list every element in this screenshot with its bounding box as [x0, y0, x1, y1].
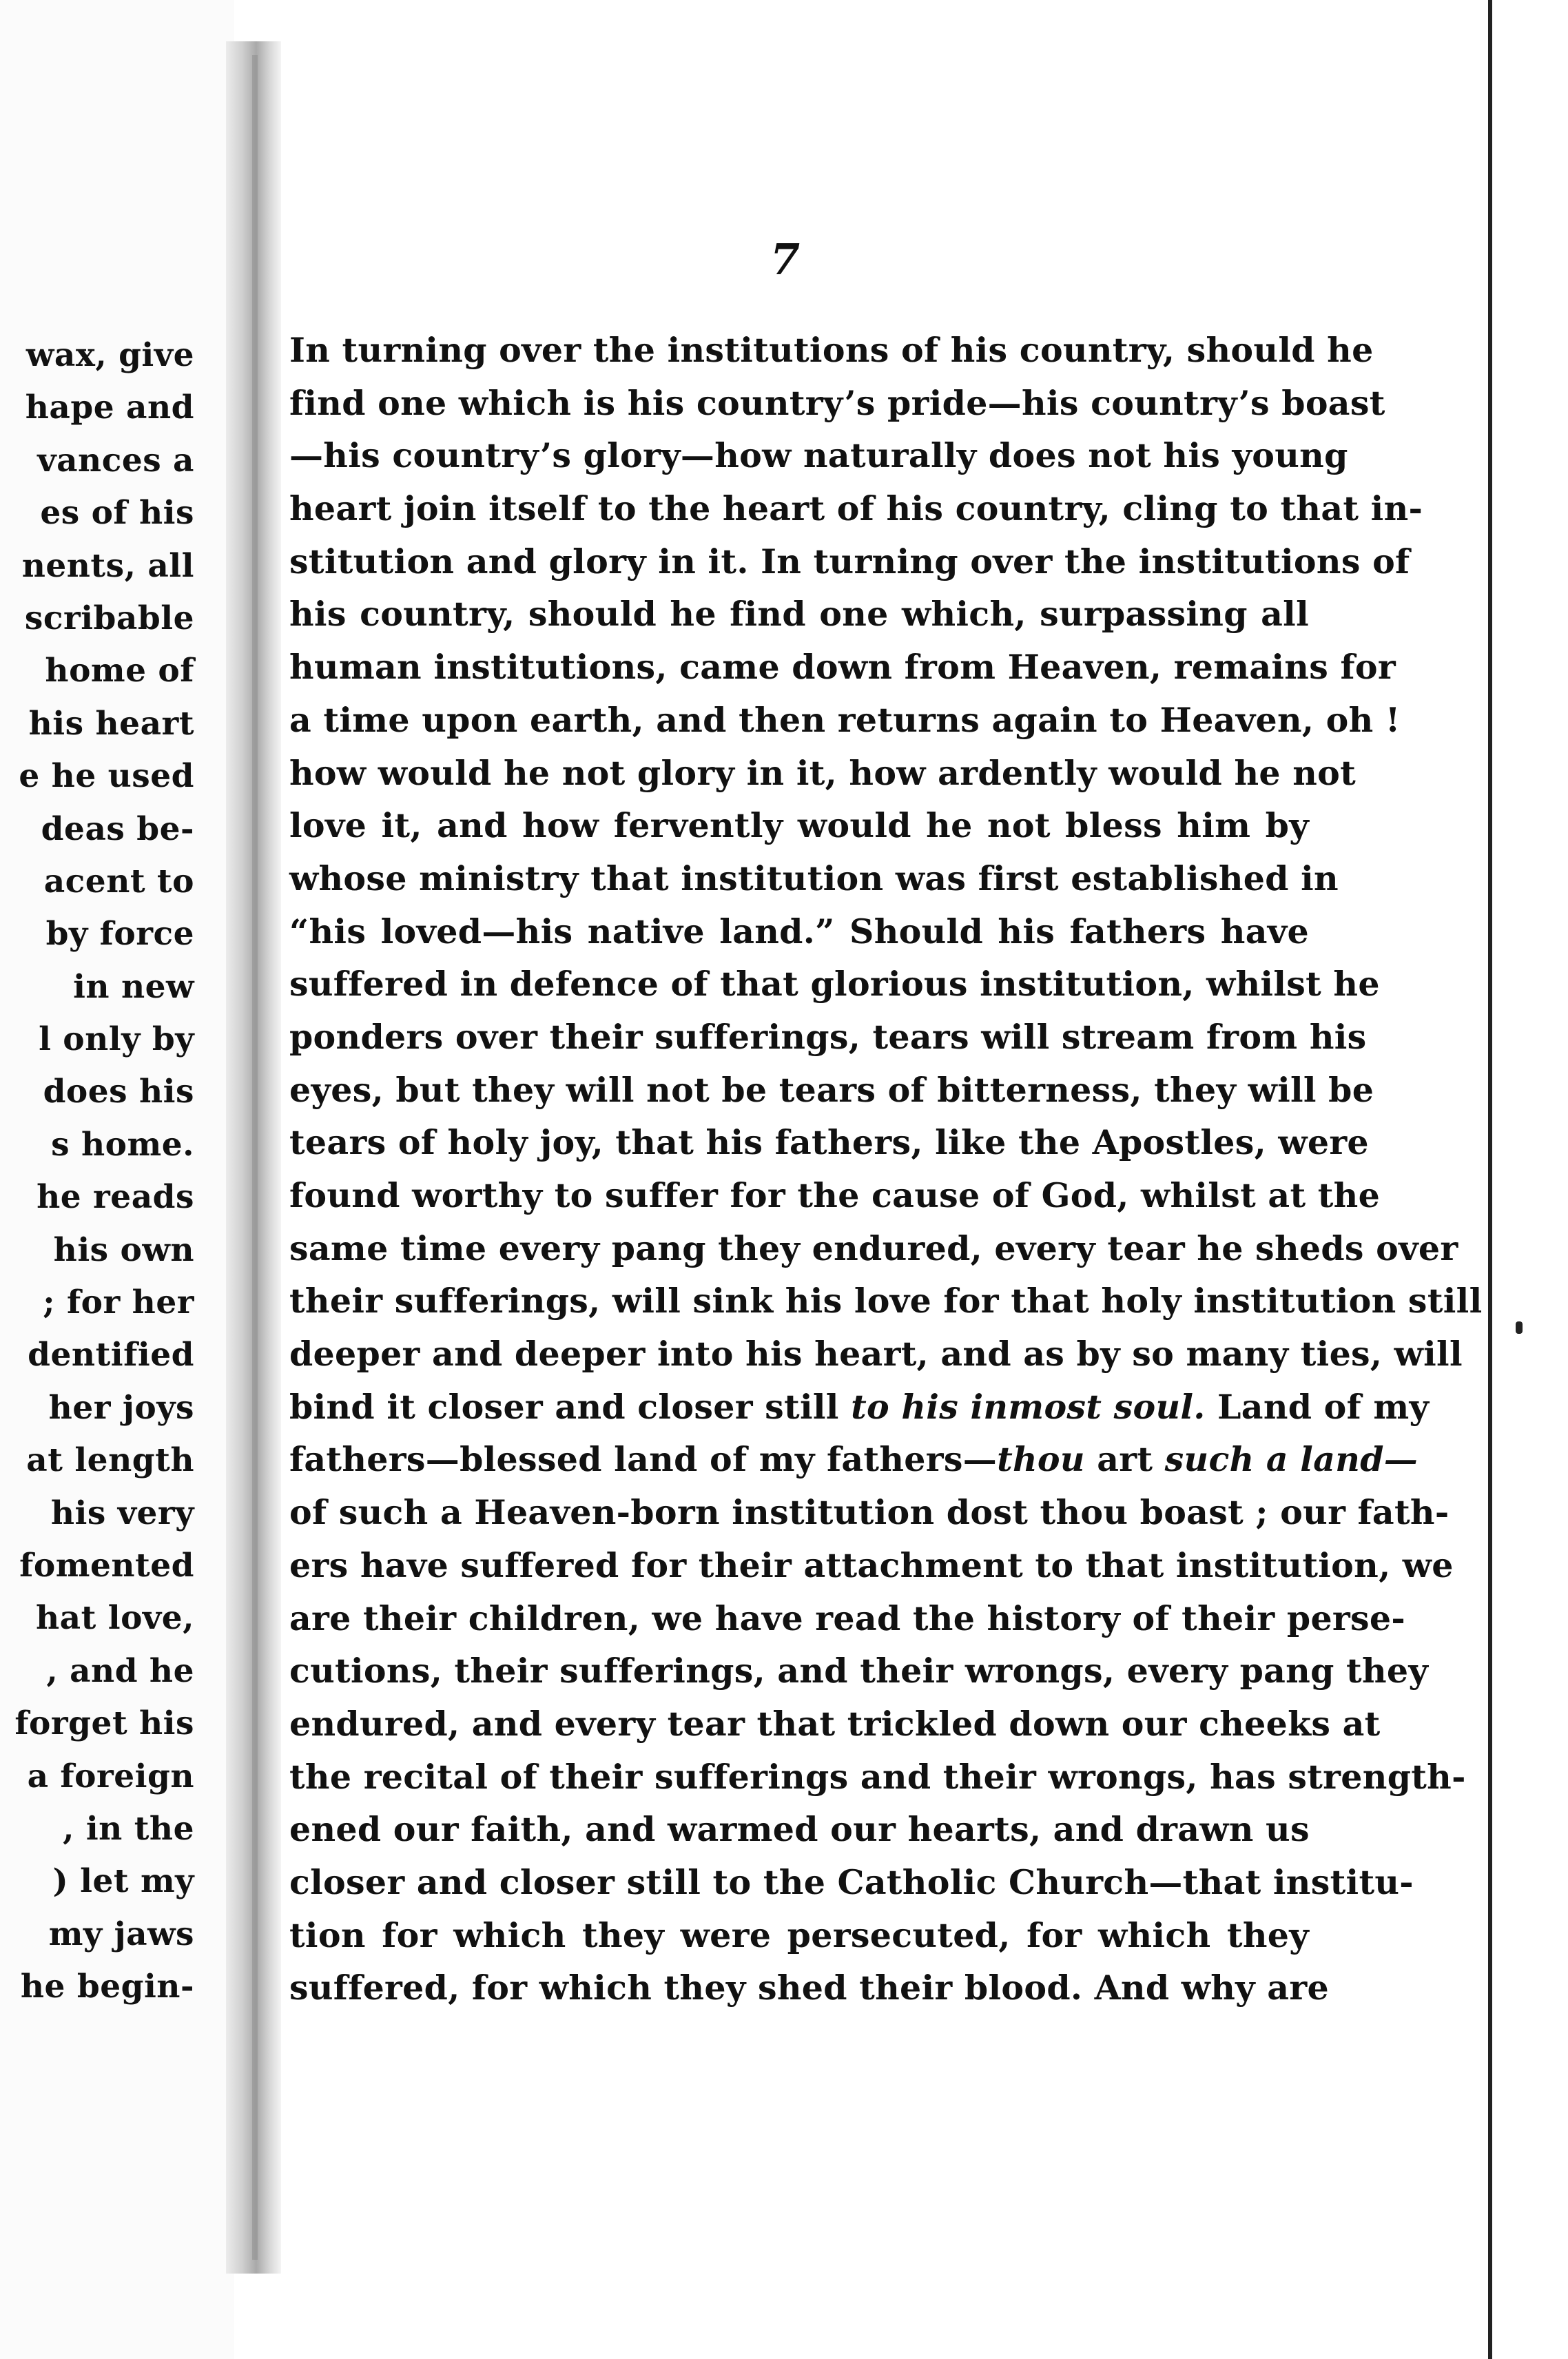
left-page-text [0, 329, 194, 2014]
left-page-line: , in the [63, 1809, 194, 1848]
left-page-line: my jaws [48, 1915, 194, 1953]
body-text [289, 324, 1483, 2015]
text-segment: suffered in defence of that glorious institution, whilst he [289, 964, 1380, 1005]
left-page-line: wax, give [25, 336, 194, 374]
text-segment: cutions, their sufferings, and their wrongs, every pang they [289, 1651, 1429, 1691]
text-segment: found worthy to suffer for the cause of God, whilst at the [289, 1175, 1381, 1215]
text-line [289, 1222, 1458, 1275]
italic-text: thou [997, 1439, 1085, 1480]
text-segment: ened our faith, and warmed our hearts, and drawn us [289, 1809, 1310, 1850]
text-line [289, 324, 1374, 377]
text-segment: —his country’s glory—how naturally does not his young [289, 435, 1348, 476]
left-page-line: scribable [24, 599, 194, 637]
left-page-line: vances a [37, 441, 194, 480]
text-line [289, 535, 1410, 588]
left-page-line: nents, all [21, 546, 194, 585]
text-segment: In turning over the institutions of his country, should he [289, 330, 1374, 370]
left-page-fragment [0, 0, 234, 2359]
text-line [289, 1275, 1483, 1328]
page-number: 7 [770, 234, 801, 285]
scan-speck [1516, 1321, 1523, 1334]
text-segment: are their children, we have read the history of their perse- [289, 1598, 1406, 1638]
text-line [289, 1803, 1309, 1856]
text-segment: whose ministry that institution was first established in [289, 858, 1339, 898]
text-segment: fathers—blessed land of my fathers— [289, 1439, 998, 1480]
left-page-line: ; for her [43, 1284, 194, 1322]
text-segment: tion for which they were persecuted, for which they [289, 1915, 1309, 1955]
text-line [289, 905, 1309, 958]
left-page-line: e he used [19, 757, 194, 796]
left-page-line: dentified [28, 1336, 194, 1374]
text-line [289, 1856, 1414, 1909]
text-segment: bind it closer and closer still [289, 1386, 852, 1427]
left-page-line: at length [26, 1441, 194, 1480]
left-page-line: es of his [40, 494, 194, 533]
text-segment: stitution and glory in it. In turning over the institutions of [289, 541, 1410, 581]
gutter-shadow [252, 55, 258, 2260]
text-line [289, 1909, 1309, 1962]
text-segment: find one which is his country’s pride—his country’s boast [289, 382, 1385, 423]
text-line [289, 641, 1396, 694]
text-line [289, 1116, 1369, 1169]
text-segment: how would he not glory in it, how ardently would he not [289, 752, 1356, 793]
left-page-line: deas be- [41, 810, 194, 848]
left-page-line: s home. [51, 1125, 194, 1164]
left-page-line: his very [50, 1494, 194, 1532]
text-line [289, 482, 1423, 535]
left-page-line: acent to [43, 862, 194, 900]
left-page-line: her joys [48, 1388, 194, 1427]
text-line [289, 1169, 1381, 1222]
text-segment: same time every pang they endured, every tear he sheds over [289, 1228, 1458, 1268]
text-line [289, 1381, 1430, 1434]
text-segment: art [1084, 1439, 1165, 1480]
text-line [289, 1433, 1419, 1486]
italic-text: such a land— [1164, 1439, 1419, 1480]
left-page-line: his heart [28, 704, 194, 743]
text-line [289, 377, 1385, 430]
text-segment: Land of my [1205, 1386, 1430, 1427]
left-page-line: he reads [37, 1178, 194, 1217]
text-segment: eyes, but they will not be tears of bitterness, they will be [289, 1069, 1374, 1110]
text-line [289, 1751, 1466, 1804]
text-segment: tears of holy joy, that his fathers, like the Apostles, were [289, 1122, 1369, 1163]
left-page-line: hat love, [36, 1599, 194, 1638]
text-segment: love it, and how fervently would he not bless him by [289, 805, 1309, 846]
left-page-line: a foreign [27, 1757, 194, 1795]
text-segment: closer and closer still to the Catholic Church—that institu- [289, 1862, 1414, 1902]
text-line [289, 1064, 1374, 1117]
right-page-edge [1488, 0, 1492, 2359]
text-line [289, 799, 1309, 852]
text-line [289, 1645, 1429, 1698]
text-line [289, 1592, 1406, 1645]
left-page-line: home of [45, 652, 194, 690]
text-segment: human institutions, came down from Heaven, remains for [289, 647, 1396, 688]
left-page-line: his own [53, 1230, 194, 1269]
text-line [289, 852, 1339, 905]
text-segment: ponders over their sufferings, tears will stream from his [289, 1016, 1367, 1057]
left-page-line: he begin- [20, 1968, 194, 2006]
text-segment: heart join itself to the heart of his country, cling to that in- [289, 488, 1423, 529]
left-page-line: , and he [46, 1651, 194, 1690]
text-line [289, 1486, 1450, 1539]
text-segment: the recital of their sufferings and their wrongs, has strength- [289, 1756, 1466, 1797]
text-line [289, 694, 1401, 747]
text-line [289, 588, 1309, 641]
left-page-line: hape and [25, 389, 194, 427]
text-segment: their sufferings, will sink his love for that holy institution still [289, 1281, 1483, 1321]
italic-text: to his inmost soul. [851, 1386, 1206, 1427]
left-page-line: does his [43, 1073, 194, 1111]
left-page-line: by force [45, 915, 194, 954]
text-line [289, 1698, 1381, 1751]
text-line [289, 747, 1356, 800]
left-page-line: ) let my [52, 1862, 194, 1901]
left-page-line: fomented [19, 1546, 194, 1585]
text-line [289, 1328, 1463, 1381]
left-page-line: forget his [14, 1704, 194, 1743]
text-line [289, 1539, 1454, 1592]
text-line [289, 1961, 1329, 2015]
text-segment: suffered, for which they shed their blood. And why are [289, 1968, 1329, 2008]
left-page-line: in new [73, 967, 194, 1006]
text-line [289, 958, 1380, 1011]
text-segment: endured, and every tear that trickled down our cheeks at [289, 1703, 1381, 1744]
text-segment: deeper and deeper into his heart, and as by so many ties, will [289, 1334, 1463, 1374]
text-segment: “his loved—his native land.” Should his fathers have [289, 911, 1309, 951]
text-line [289, 429, 1348, 482]
text-line [289, 1011, 1367, 1064]
text-segment: of such a Heaven-born institution dost thou boast ; our fath- [289, 1492, 1450, 1533]
text-segment: ers have suffered for their attachment to that institution, we [289, 1545, 1454, 1585]
text-segment: his country, should he find one which, surpassing all [289, 594, 1309, 635]
text-segment: a time upon earth, and then returns again to Heaven, oh ! [289, 699, 1401, 740]
left-page-line: l only by [39, 1020, 194, 1059]
